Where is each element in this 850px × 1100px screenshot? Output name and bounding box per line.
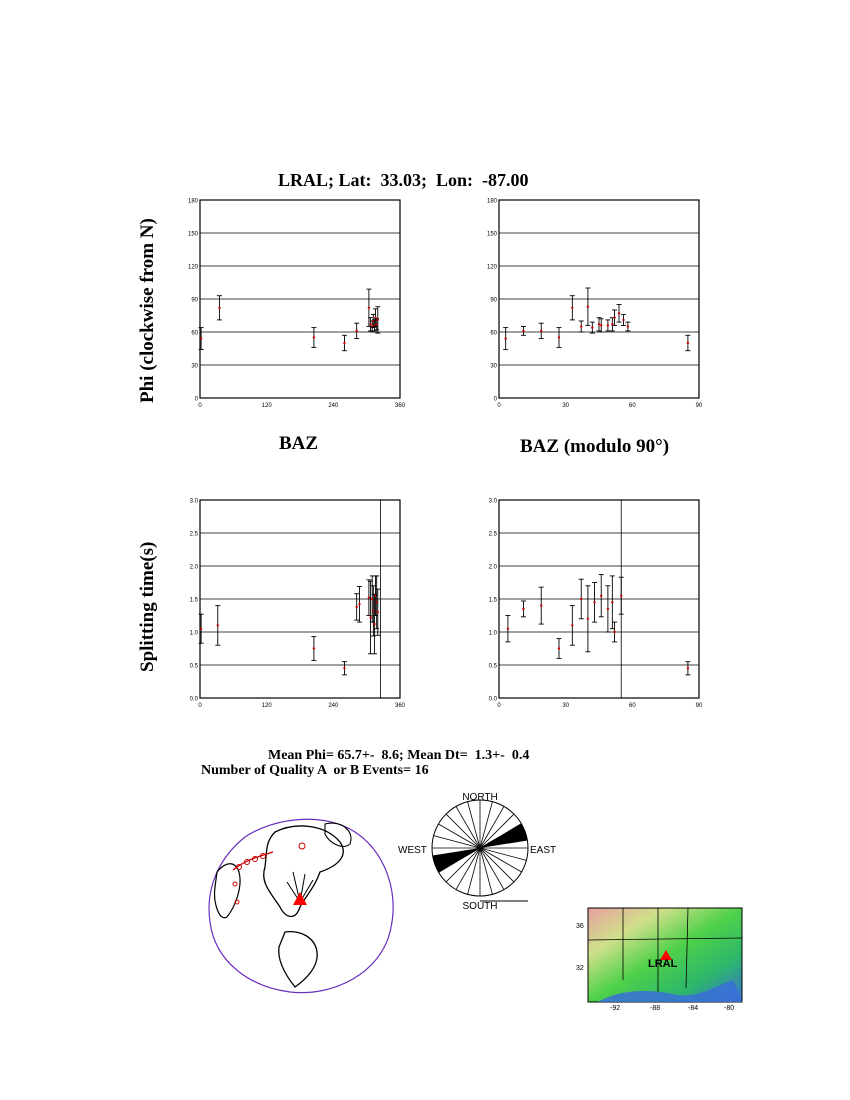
data-point [600, 595, 602, 597]
data-point [622, 319, 624, 321]
y-tick-label: 0.5 [488, 663, 497, 670]
y-tick-label: 60 [490, 330, 497, 337]
rose-spoke [480, 848, 526, 860]
data-point-errorbar [539, 587, 544, 624]
data-point [571, 307, 573, 309]
data-point [607, 324, 609, 326]
data-point [217, 624, 219, 626]
x-tick-label: 360 [394, 703, 406, 709]
data-point-errorbar [585, 586, 590, 652]
y-tick-label: 90 [191, 297, 198, 304]
data-point [343, 342, 345, 344]
fast-direction-rose [395, 788, 565, 913]
landmass-south-america [279, 932, 317, 987]
inset-xtick-label: -88 [650, 1005, 661, 1012]
data-point [580, 598, 582, 600]
y-tick-label: 0.0 [488, 696, 497, 703]
data-point-errorbar [539, 323, 544, 338]
inset-ytick-label: 32 [576, 965, 584, 972]
data-point [522, 608, 524, 610]
y-tick-label: 0.0 [189, 696, 198, 703]
data-point [607, 608, 609, 610]
baz-mod90-x-axis-label: BAZ (modulo 90°) [520, 436, 670, 457]
rose-east-label: EAST [530, 845, 557, 856]
y-tick-label: 180 [486, 198, 497, 205]
data-point-errorbar [685, 662, 690, 675]
rose-north-label: NORTH [462, 792, 498, 803]
data-point-errorbar [521, 601, 526, 617]
event-marker [233, 882, 237, 886]
phi-vs-baz-plot [180, 190, 420, 410]
chart-title: LRAL; Lat: 33.03; Lon: -87.00 [278, 170, 529, 190]
x-tick-label: 90 [695, 703, 703, 709]
y-tick-label: 2.0 [189, 564, 198, 571]
data-point-errorbar [579, 321, 584, 332]
data-point-errorbar [625, 322, 630, 331]
y-tick-label: 1.5 [488, 597, 497, 604]
data-point-errorbar [354, 323, 359, 338]
rose-spoke [468, 848, 480, 894]
x-tick-label: 0 [198, 703, 202, 709]
data-point-errorbar [610, 318, 615, 331]
x-tick-label: 0 [497, 403, 501, 409]
data-point [313, 647, 315, 649]
x-tick-label: 120 [261, 403, 272, 409]
data-point-errorbar [592, 583, 597, 623]
x-tick-label: 240 [328, 403, 339, 409]
data-point [558, 336, 560, 338]
data-point [358, 603, 360, 605]
landmass-greenland [325, 823, 351, 846]
x-tick-label: 240 [328, 703, 339, 709]
data-point [522, 330, 524, 332]
y-tick-label: 30 [490, 363, 497, 370]
data-point [540, 604, 542, 606]
landmass-west [215, 864, 240, 918]
event-globe-map [205, 812, 400, 997]
data-point [200, 337, 202, 339]
data-point [507, 628, 509, 630]
event-marker [299, 843, 305, 849]
data-point [611, 601, 613, 603]
rose-spoke [468, 802, 480, 848]
rose-spoke [480, 802, 492, 848]
data-point-errorbar [685, 335, 690, 350]
data-point [355, 606, 357, 608]
data-point [377, 319, 379, 321]
x-tick-label: 120 [261, 703, 272, 709]
phi-y-axis-label: Phi (clockwise from N) [137, 218, 158, 403]
phi-vs-baz-mod90-plot [479, 190, 719, 410]
data-point-errorbar [374, 576, 379, 629]
rose-south-label: SOUTH [462, 901, 498, 912]
inset-ytick-label: 36 [576, 923, 584, 930]
y-tick-label: 60 [191, 330, 198, 337]
x-tick-label: 0 [497, 703, 501, 709]
x-tick-label: 360 [394, 403, 406, 409]
y-tick-label: 120 [187, 264, 198, 271]
mean-stats-line: Mean Phi= 65.7+- 8.6; Mean Dt= 1.3+- 0.4 [268, 748, 530, 763]
data-point [571, 624, 573, 626]
data-point-errorbar [215, 606, 220, 646]
data-point [218, 307, 220, 309]
data-point-errorbar [621, 314, 626, 325]
x-tick-label: 0 [198, 403, 202, 409]
data-point-errorbar [342, 335, 347, 350]
data-point-errorbar [342, 662, 347, 675]
data-point [355, 330, 357, 332]
x-tick-label: 30 [562, 703, 570, 709]
data-point [613, 631, 615, 633]
data-point [504, 337, 506, 339]
data-point-errorbar [585, 288, 590, 325]
data-point [558, 647, 560, 649]
y-tick-label: 120 [486, 264, 497, 271]
inset-topo-map [568, 900, 746, 1012]
data-point-errorbar [373, 576, 378, 616]
y-tick-label: 3.0 [189, 498, 198, 505]
y-tick-label: 150 [187, 231, 198, 238]
y-tick-label: 2.5 [189, 531, 198, 538]
data-point [687, 342, 689, 344]
data-point [591, 326, 593, 328]
y-tick-label: 0 [493, 396, 497, 403]
y-tick-label: 180 [187, 198, 198, 205]
rose-spoke [480, 848, 492, 894]
y-tick-label: 2.5 [488, 531, 497, 538]
rose-filled-sector [480, 831, 527, 848]
y-tick-label: 1.0 [189, 630, 198, 637]
data-point [600, 324, 602, 326]
data-point-errorbar [357, 586, 362, 622]
inset-xtick-label: -80 [724, 1005, 735, 1012]
y-tick-label: 150 [486, 231, 497, 238]
dt-vs-baz-plot [180, 490, 420, 710]
y-tick-label: 0.5 [189, 663, 198, 670]
inset-xtick-label: -92 [610, 1005, 621, 1012]
data-point [613, 317, 615, 319]
x-tick-label: 30 [562, 403, 570, 409]
y-tick-label: 2.0 [488, 564, 497, 571]
inset-xtick-label: -84 [688, 1005, 699, 1012]
y-tick-label: 90 [490, 297, 497, 304]
data-point-errorbar [557, 328, 562, 348]
data-point [369, 323, 371, 325]
data-point [368, 307, 370, 309]
data-point-errorbar [354, 594, 359, 620]
y-tick-label: 3.0 [488, 498, 497, 505]
data-point-errorbar [605, 586, 610, 632]
data-point [313, 336, 315, 338]
data-point [368, 596, 370, 598]
data-point-errorbar [311, 328, 316, 348]
dt-vs-baz-mod90-plot [479, 490, 719, 710]
data-point-errorbar [617, 305, 622, 323]
data-point-errorbar [199, 614, 204, 643]
data-point [627, 325, 629, 327]
baz-x-axis-label: BAZ [279, 433, 319, 454]
dt-y-axis-label: Splitting time(s) [137, 541, 158, 672]
data-point-errorbar [610, 576, 615, 629]
event-count-line: Number of Quality A or B Events= 16 [201, 763, 429, 778]
y-tick-label: 0 [194, 396, 198, 403]
data-point-errorbar [590, 322, 595, 333]
y-tick-label: 1.5 [189, 597, 198, 604]
x-tick-label: 60 [628, 403, 636, 409]
data-point-errorbar [570, 606, 575, 646]
rose-west-label: WEST [398, 845, 427, 856]
y-tick-label: 1.0 [488, 630, 497, 637]
data-point-errorbar [557, 639, 562, 659]
data-point [687, 667, 689, 669]
data-point-errorbar [503, 328, 508, 350]
x-tick-label: 60 [628, 703, 636, 709]
data-point-errorbar [599, 575, 604, 617]
data-point [618, 312, 620, 314]
rose-diagram [432, 800, 528, 896]
data-point [377, 611, 379, 613]
data-point-errorbar [521, 327, 526, 336]
inset-station-label: LRAL [648, 958, 678, 970]
data-point-errorbar [199, 328, 204, 350]
rose-filled-sector [433, 848, 480, 865]
data-point [587, 306, 589, 308]
data-point [620, 595, 622, 597]
data-point [580, 325, 582, 327]
x-tick-label: 90 [695, 403, 703, 409]
data-point-errorbar [311, 637, 316, 661]
data-point [200, 628, 202, 630]
data-point [373, 623, 375, 625]
data-point-errorbar [619, 577, 624, 614]
data-point [369, 616, 371, 618]
rose-spoke [434, 836, 480, 848]
data-point-errorbar [605, 320, 610, 331]
y-tick-label: 30 [191, 363, 198, 370]
data-point [540, 330, 542, 332]
data-point [343, 667, 345, 669]
data-point [593, 601, 595, 603]
data-point-errorbar [505, 616, 510, 642]
data-point [587, 618, 589, 620]
data-point [598, 323, 600, 325]
